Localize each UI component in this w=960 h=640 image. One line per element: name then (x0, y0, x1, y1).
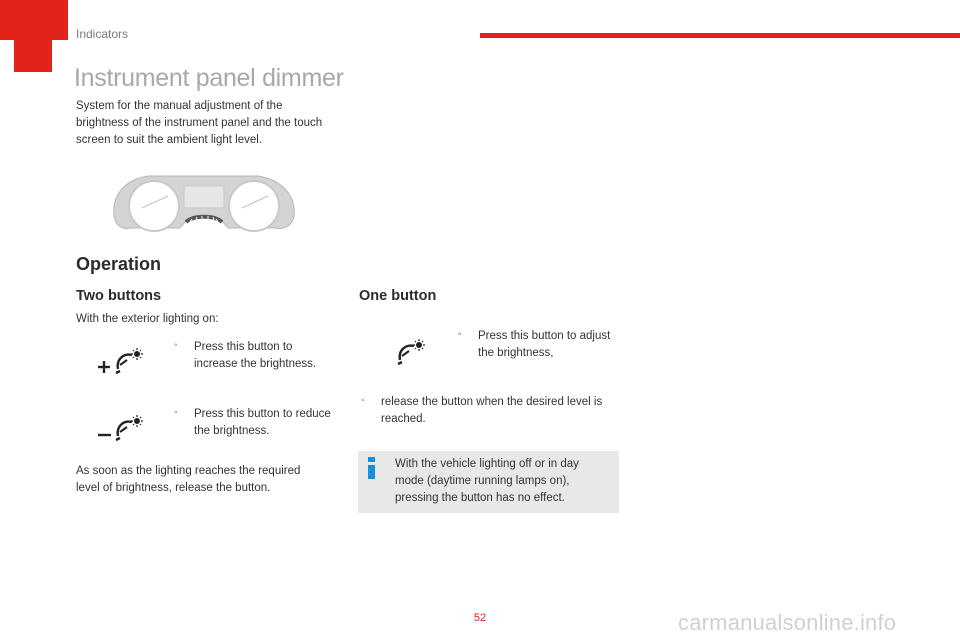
page-number: 52 (473, 612, 487, 624)
increase-instruction (174, 339, 334, 373)
increase-text: Press this button to increase the brightness. (194, 341, 317, 370)
reduce-instruction (174, 406, 334, 440)
dimmer-plus-icon (96, 347, 146, 377)
bullet-marker: ◦ (458, 329, 462, 340)
info-note-text: With the vehicle lighting off or in day mode (daytime running lamps on), pressing the button has no effect. (395, 458, 579, 504)
dimmer-icon (392, 338, 428, 368)
instrument-cluster-illustration (108, 172, 300, 232)
adjust-text: Press this button to adjust the brightness, (478, 330, 611, 359)
release-text: release the button when the desired level is reached. (381, 396, 603, 425)
two-buttons-closing: As soon as the lighting reaches the required level of brightness, release the button. (76, 465, 301, 494)
two-buttons-lead: With the exterior lighting on: (76, 313, 219, 325)
operation-heading: Operation (76, 254, 162, 274)
page-title: Instrument panel dimmer (74, 64, 344, 92)
two-buttons-heading: Two buttons (76, 288, 162, 304)
bullet-marker: ◦ (174, 340, 178, 351)
chapter-tab-notch-right (52, 40, 68, 72)
header-rule (480, 33, 960, 38)
reduce-text: Press this button to reduce the brightness. (194, 408, 331, 437)
watermark: carmanualsonline.info (678, 610, 897, 635)
one-button-heading: One button (359, 288, 437, 304)
intro-paragraph: System for the manual adjustment of the brightness of the instrument panel and the touch screen to suit the ambient light level. (76, 100, 323, 146)
adjust-instruction (458, 328, 618, 362)
bullet-marker: ◦ (174, 407, 178, 418)
chapter-tab-notch-left (0, 40, 14, 72)
dimmer-minus-icon (96, 414, 146, 444)
chapter-label: Indicators (76, 27, 129, 41)
bullet-marker: ◦ (361, 395, 365, 406)
release-instruction (361, 394, 623, 428)
info-icon (366, 457, 377, 479)
